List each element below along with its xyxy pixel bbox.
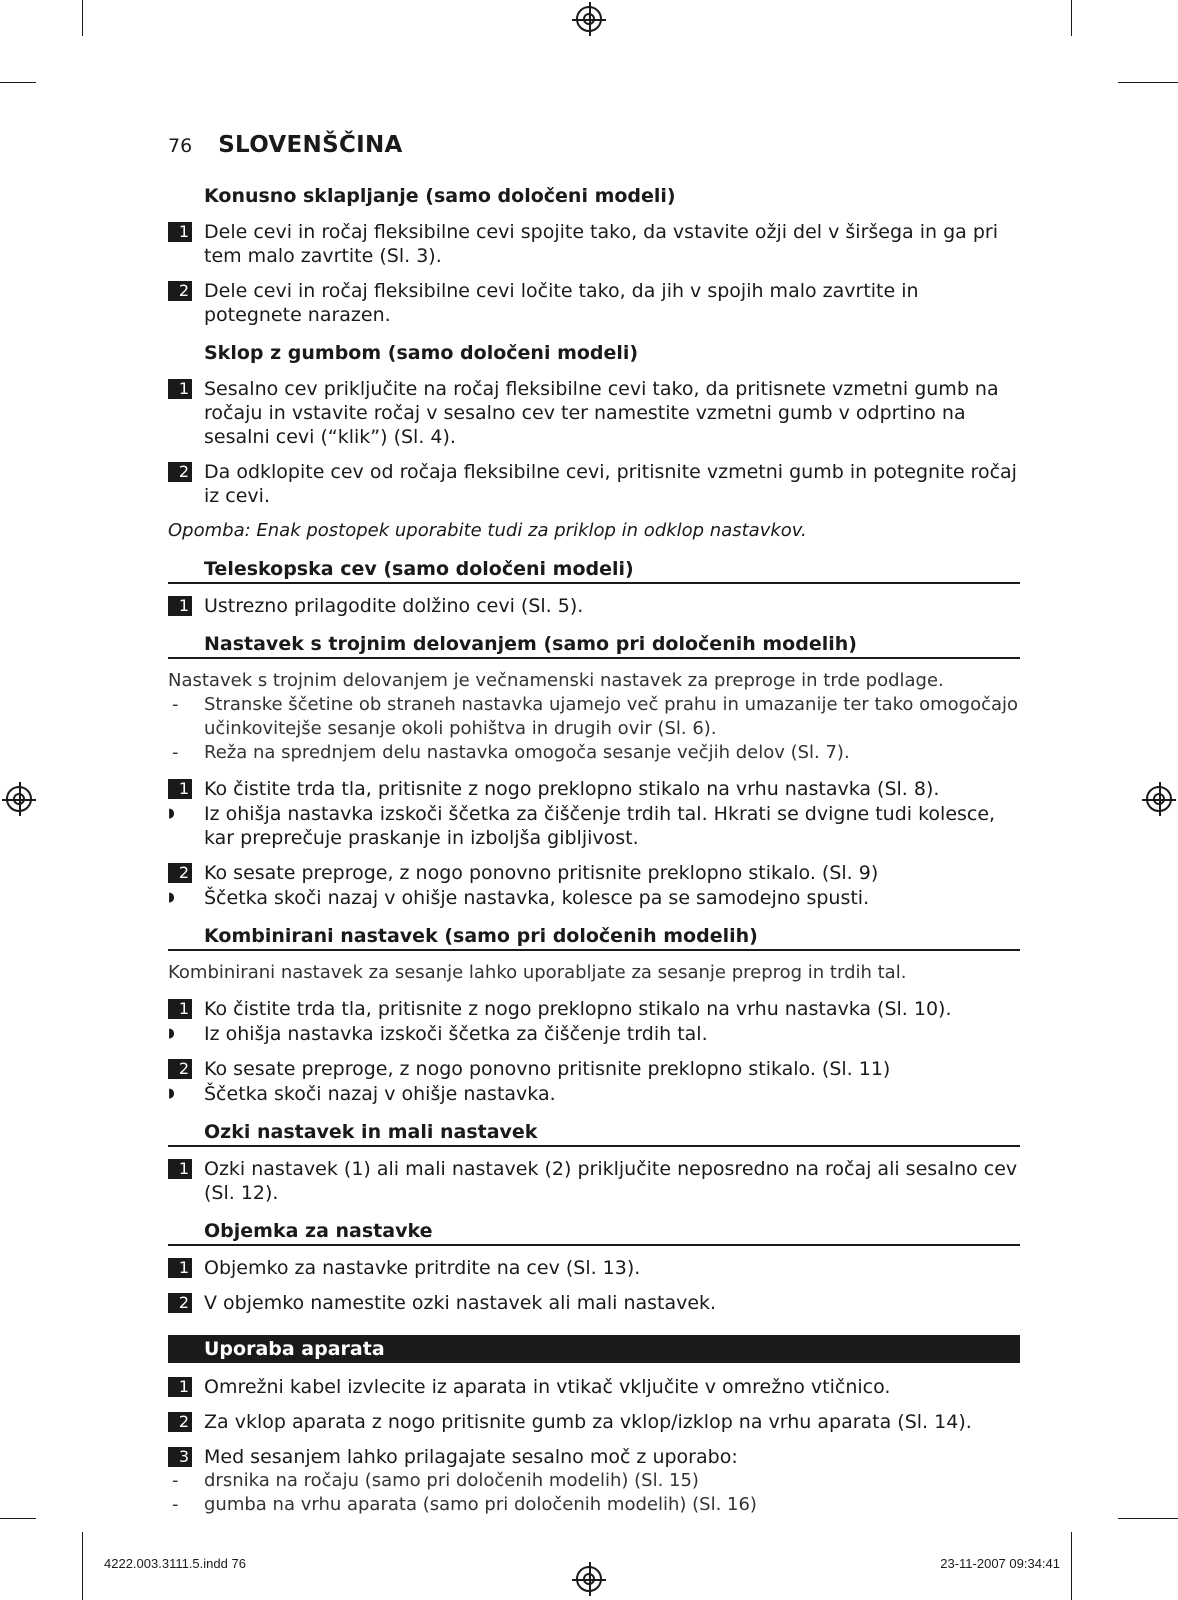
note-text: Opomba: Enak postopek uporabite tudi za priklop in odklop nastavkov. — [168, 520, 807, 541]
result-item — [168, 1082, 1020, 1106]
triangle-bullet-icon: ◗ — [168, 1086, 175, 1101]
step-text: V objemko namestite ozki nastavek ali mali nastavek. — [204, 1292, 717, 1314]
step-item — [168, 460, 1020, 508]
step-text: Objemko za nastavke pritrdite na cev (Sl. 13). — [204, 1257, 641, 1279]
step-item — [168, 1291, 1020, 1315]
registration-mark-icon — [576, 1566, 602, 1592]
step-number: 2 — [168, 462, 192, 482]
page-content — [168, 132, 1020, 1517]
step-text: Med sesanjem lahko prilagajate sesalno moč z uporabo: — [204, 1446, 738, 1468]
result-text: Ščetka skoči nazaj v ohišje nastavka. — [204, 1083, 556, 1105]
crop-mark — [1118, 1518, 1178, 1519]
section-heading: Konusno sklapljanje (samo določeni modeli) — [204, 185, 676, 207]
result-text: Ščetka skoči nazaj v ohišje nastavka, kolesce pa se samodejno spusti. — [204, 887, 870, 909]
section-heading: Ozki nastavek in mali nastavek — [168, 1120, 1020, 1147]
step-number: 1 — [168, 222, 192, 242]
step-text: Ustrezno prilagodite dolžino cevi (Sl. 5). — [204, 595, 584, 617]
step-text: Za vklop aparata z nogo pritisnite gumb za vklop/izklop na vrhu aparata (Sl. 14). — [204, 1411, 972, 1433]
result-text: Iz ohišja nastavka izskoči ščetka za čiščenje trdih tal. — [204, 1023, 708, 1045]
step-number: 2 — [168, 1059, 192, 1079]
triangle-bullet-icon: ◗ — [168, 890, 175, 905]
step-text: Dele cevi in ročaj fleksibilne cevi ločite tako, da jih v spojih malo zavrtite in potegnete narazen. — [204, 280, 919, 326]
result-item — [168, 886, 1020, 910]
step-number: 1 — [168, 1377, 192, 1397]
step-text: Ko sesate preproge, z nogo ponovno pritisnite preklopno stikalo. (Sl. 11) — [204, 1058, 891, 1080]
crop-mark — [1071, 1532, 1072, 1600]
step-text: Ko čistite trda tla, pritisnite z nogo preklopno stikalo na vrhu nastavka (Sl. 10). — [204, 998, 952, 1020]
step-text: Ko čistite trda tla, pritisnite z nogo preklopno stikalo na vrhu nastavka (Sl. 8). — [204, 778, 940, 800]
step-number: 2 — [168, 1412, 192, 1432]
step-number: 3 — [168, 1447, 192, 1467]
dash-marker: - — [172, 694, 179, 715]
step-number: 1 — [168, 779, 192, 799]
step-item — [168, 594, 1020, 618]
step-item — [168, 220, 1020, 268]
step-item — [168, 777, 1020, 801]
step-item — [168, 377, 1020, 449]
footer-timestamp: 23-11-2007 09:34:41 — [940, 1556, 1060, 1571]
step-number: 2 — [168, 863, 192, 883]
result-item — [168, 1022, 1020, 1046]
crop-mark — [1071, 0, 1072, 36]
intro-text: Nastavek s trojnim delovanjem je večnamenski nastavek za preproge in trde podlage. — [168, 670, 944, 691]
section-heading: Sklop z gumbom (samo določeni modeli) — [204, 342, 639, 364]
step-text: Da odklopite cev od ročaja fleksibilne cevi, pritisnite vzmetni gumb in potegnite ročaj iz cevi. — [204, 461, 1017, 507]
list-item-text: Reža na sprednjem delu nastavka omogoča sesanje večjih delov (Sl. 7). — [204, 742, 850, 763]
crop-mark — [82, 0, 83, 36]
triangle-bullet-icon: ◗ — [168, 806, 175, 821]
step-item — [168, 997, 1020, 1021]
list-item-text: drsnika na ročaju (samo pri določenih modelih) (Sl. 15) — [204, 1470, 699, 1491]
page-language-title: SLOVENŠČINA — [218, 132, 403, 158]
step-item — [168, 279, 1020, 327]
crop-mark — [0, 1518, 36, 1519]
registration-mark-icon — [576, 6, 602, 32]
step-text: Dele cevi in ročaj fleksibilne cevi spojite tako, da vstavite ožji del v širšega in ga pri tem malo zavrtite (Sl. 3). — [204, 221, 998, 267]
crop-mark — [82, 1532, 83, 1600]
section-heading: Kombinirani nastavek (samo pri določenih modelih) — [168, 924, 1020, 951]
step-number: 1 — [168, 1159, 192, 1179]
result-text: Iz ohišja nastavka izskoči ščetka za čiščenje trdih tal. Hkrati se dvigne tudi kolesce, kar preprečuje praskanje in izboljša gibljivost. — [204, 803, 996, 849]
step-number: 1 — [168, 1258, 192, 1278]
step-number: 1 — [168, 596, 192, 616]
step-text: Ko sesate preproge, z nogo ponovno pritisnite preklopno stikalo. (Sl. 9) — [204, 862, 879, 884]
step-text: Sesalno cev priključite na ročaj fleksibilne cevi tako, da pritisnete vzmetni gumb na ročaju in vstavite ročaj v sesalno cev ter namestite vzmetni gumb v odprtino na sesalni cevi (“klik”) (Sl. 4). — [204, 378, 999, 448]
triangle-bullet-icon: ◗ — [168, 1026, 175, 1041]
step-item — [168, 1157, 1020, 1205]
dash-marker: - — [172, 1470, 179, 1491]
page-number: 76 — [168, 135, 193, 157]
registration-mark-icon — [1146, 786, 1172, 812]
list-item — [168, 741, 1020, 765]
step-item — [168, 1057, 1020, 1081]
step-item — [168, 1410, 1020, 1434]
step-item — [168, 861, 1020, 885]
result-item — [168, 802, 1020, 850]
crop-mark — [0, 82, 36, 83]
chapter-heading: Uporaba aparata — [168, 1335, 1020, 1363]
step-number: 2 — [168, 1293, 192, 1313]
step-item — [168, 1445, 1020, 1469]
list-item-text: gumba na vrhu aparata (samo pri določenih modelih) (Sl. 16) — [204, 1494, 757, 1515]
section-heading: Nastavek s trojnim delovanjem (samo pri določenih modelih) — [168, 632, 1020, 659]
list-item — [168, 1493, 1020, 1517]
intro-text: Kombinirani nastavek za sesanje lahko uporabljate za sesanje preprog in trdih tal. — [168, 962, 907, 983]
section-heading: Objemka za nastavke — [168, 1219, 1020, 1246]
list-item — [168, 1469, 1020, 1493]
step-text: Ozki nastavek (1) ali mali nastavek (2) priključite neposredno na ročaj ali sesalno cev (Sl. 12). — [204, 1158, 1018, 1204]
crop-mark — [1118, 82, 1178, 83]
dash-marker: - — [172, 742, 179, 763]
page-header — [168, 132, 1020, 158]
list-item-text: Stranske ščetine ob straneh nastavka ujamejo več prahu in umazanije ter tako omogočajo učinkovitejše sesanje okoli pohištva in drugih ovir (Sl. 6). — [204, 694, 1019, 739]
step-item — [168, 1256, 1020, 1280]
list-item — [168, 693, 1020, 741]
step-number: 2 — [168, 281, 192, 301]
section-heading: Teleskopska cev (samo določeni modeli) — [168, 557, 1020, 584]
step-number: 1 — [168, 999, 192, 1019]
footer-file-info: 4222.003.3111.5.indd 76 — [104, 1556, 246, 1571]
registration-mark-icon — [6, 786, 32, 812]
step-item — [168, 1375, 1020, 1399]
step-number: 1 — [168, 379, 192, 399]
dash-marker: - — [172, 1494, 179, 1515]
step-text: Omrežni kabel izvlecite iz aparata in vtikač vključite v omrežno vtičnico. — [204, 1376, 891, 1398]
